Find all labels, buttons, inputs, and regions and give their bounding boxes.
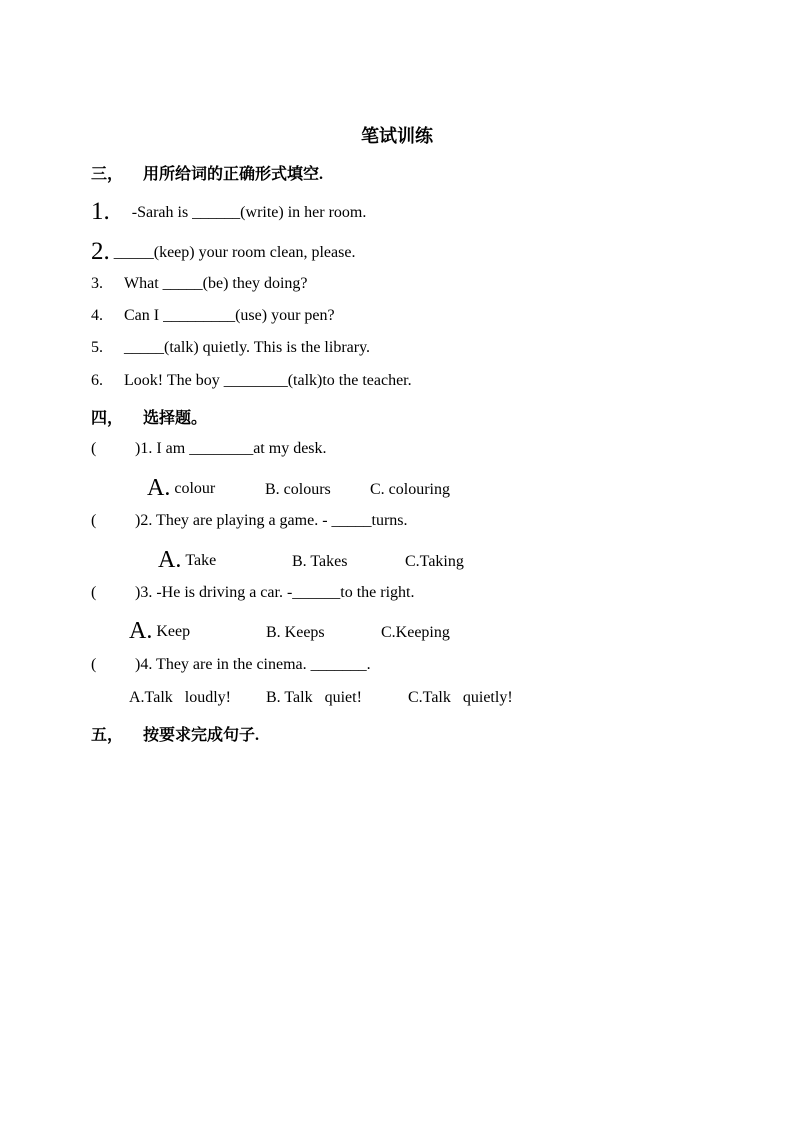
fill-item-6 [91, 372, 412, 390]
option-letter: A. [129, 618, 153, 644]
section-5-number: 五， [91, 727, 124, 744]
option-text: Take [185, 552, 217, 569]
option-c: C.Keeping [381, 624, 450, 641]
item-number: 4. [91, 307, 103, 324]
item-text: _____(keep) your room clean, please. [113, 244, 356, 261]
item-text: -Sarah is ______(write) in her room. [131, 204, 367, 221]
item-number: 3. [91, 275, 103, 292]
section-5-heading [91, 722, 259, 745]
option-c: C. colouring [370, 481, 450, 498]
question-stem: )2. They are playing a game. - _____turns. [135, 512, 408, 529]
item-number: 1. [91, 198, 110, 225]
choice-question-4 [91, 656, 371, 674]
section-5-title: 按要求完成句子. [143, 727, 260, 744]
fill-item-2 [91, 238, 355, 266]
section-4-title: 选择题。 [143, 410, 208, 427]
question-stem: )4. They are in the cinema. _______. [135, 656, 371, 673]
option-b: B. colours [265, 481, 331, 498]
option-text: colour [174, 480, 216, 497]
section-4-heading [91, 405, 207, 428]
option-b: B. Keeps [266, 624, 325, 641]
question-stem: )3. -He is driving a car. -______to the right. [135, 584, 415, 601]
option-b: B. Takes [292, 553, 348, 570]
fill-item-5 [91, 339, 370, 357]
section-3-number: 三， [91, 166, 124, 183]
item-text: Look! The boy ________(talk)to the teacher. [124, 372, 412, 389]
item-text: What _____(be) they doing? [124, 275, 308, 292]
answer-paren: ( [91, 656, 97, 673]
section-4-number: 四， [91, 410, 124, 427]
item-number: 5. [91, 339, 103, 356]
option-letter: A. [147, 475, 171, 501]
fill-item-3 [91, 275, 308, 293]
fill-item-1 [91, 198, 366, 226]
option-a [158, 547, 216, 574]
option-letter: A. [158, 547, 182, 573]
option-a [147, 475, 215, 502]
answer-paren: ( [91, 440, 97, 457]
page-title: 笔试训练 [361, 126, 433, 146]
option-c: C.Talk quietly! [408, 689, 513, 706]
choice-question-2 [91, 512, 408, 530]
option-text: Keep [156, 623, 191, 640]
item-number: 2. [91, 238, 110, 265]
option-a: A.Talk loudly! [129, 689, 231, 706]
answer-paren: ( [91, 512, 97, 529]
choice-question-1 [91, 440, 327, 458]
item-text: _____(talk) quietly. This is the library. [124, 339, 371, 356]
option-a [129, 618, 190, 645]
section-3-heading [91, 161, 323, 184]
section-3-title: 用所给词的正确形式填空. [143, 166, 324, 183]
option-b: B. Talk quiet! [266, 689, 362, 706]
question-stem: )1. I am ________at my desk. [135, 440, 327, 457]
answer-paren: ( [91, 584, 97, 601]
option-c: C.Taking [405, 553, 464, 570]
item-text: Can I _________(use) your pen? [124, 307, 335, 324]
choice-question-3 [91, 584, 415, 602]
item-number: 6. [91, 372, 103, 389]
fill-item-4 [91, 307, 335, 325]
